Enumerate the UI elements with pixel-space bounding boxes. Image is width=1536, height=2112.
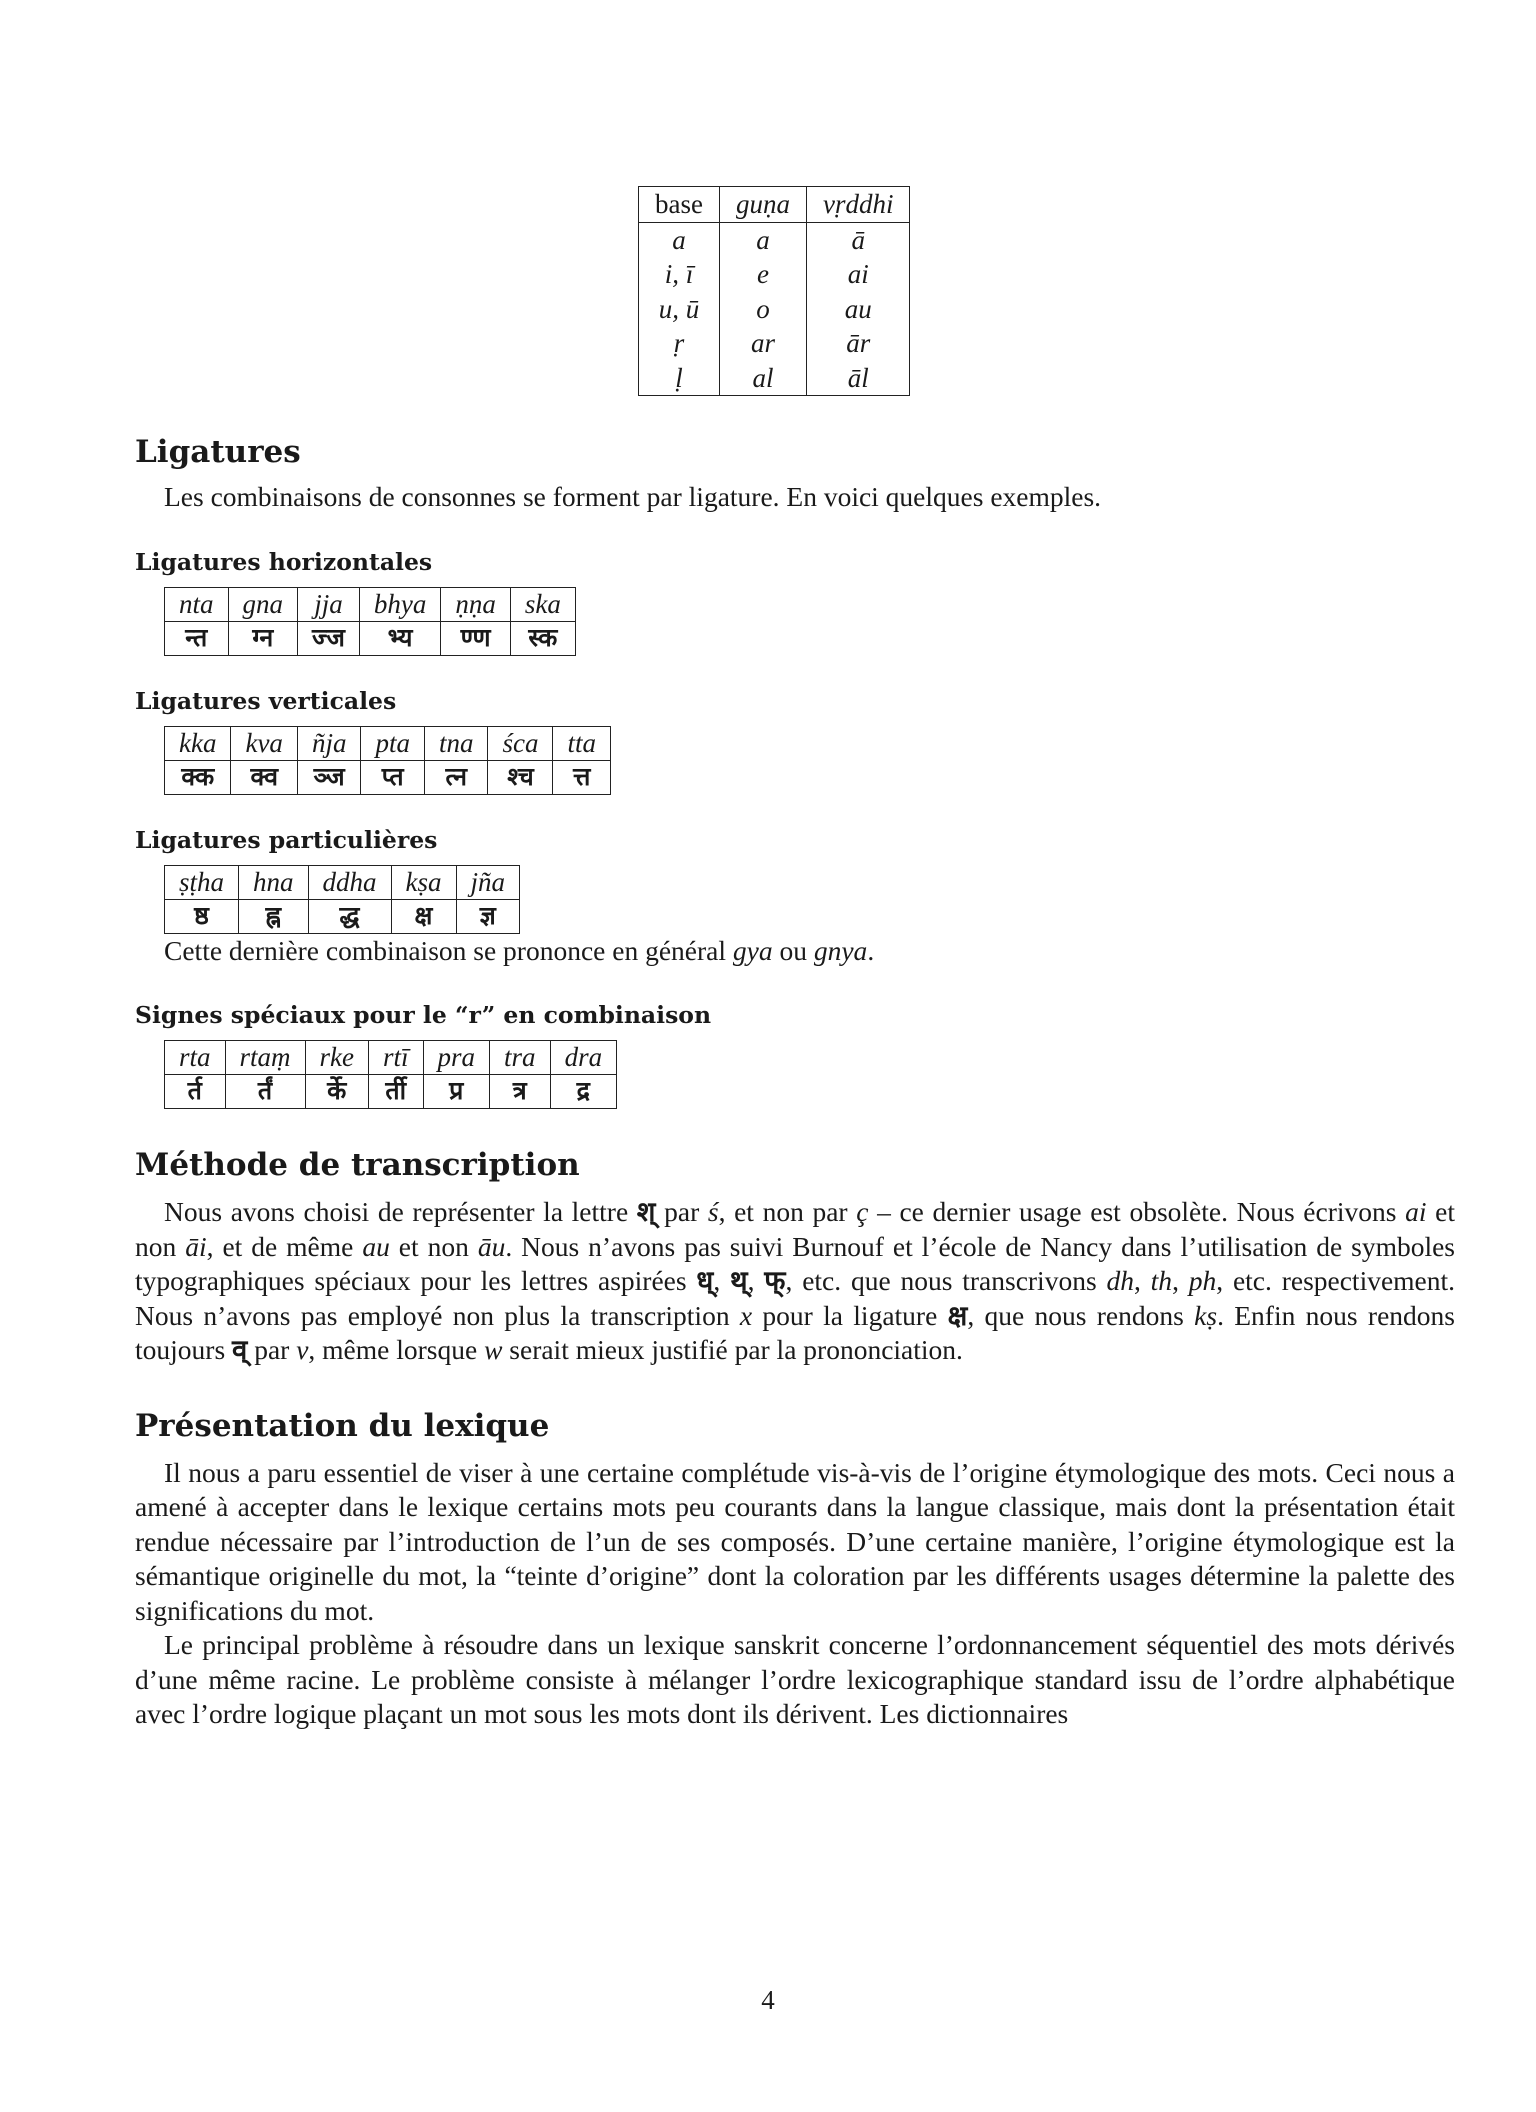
note-term: gnya [813,934,868,966]
table-cell: kva [231,726,297,760]
table-header-cell: guṇa [719,187,806,223]
table-cell: rta [165,1041,226,1075]
table-cell: द्ध [308,899,391,933]
table-header-cell: base [639,187,720,223]
devanagari-glyph: व् [232,1334,248,1365]
table-cell: ṛ [639,326,720,361]
devanagari-glyph: फ् [764,1265,786,1296]
table-cell: प्त [361,760,425,794]
note-text: . [867,934,875,966]
text-run: et non [135,1196,1455,1262]
table-cell: nta [165,587,229,621]
special-ligatures-table [164,865,520,934]
table-cell: jja [298,587,360,621]
table-cell: ṇṇa [441,587,511,621]
text-run: , et de même [206,1230,363,1262]
section-title-ligatures: Ligatures [135,434,301,470]
table-cell: स्क [510,621,575,655]
table-cell: o [719,292,806,327]
table-cell: dra [550,1041,617,1075]
table-cell: ञ्ज [297,760,361,794]
text-run: . Enfin nous rendons toujours [135,1299,1455,1365]
text-run: , [1172,1265,1189,1296]
text-run: , etc. respectivement. Nous n’avons pas employé non plus la transcription [135,1265,1456,1331]
table-cell: tra [490,1041,551,1075]
table-cell: pta [361,726,425,760]
table-row [639,361,910,396]
text-run: Nous avons choisi de représenter la lettre [164,1196,637,1227]
note-text: Cette dernière combinaison se prononce en général [164,934,733,966]
table-cell: a [719,222,806,257]
table-cell: tta [553,726,611,760]
table-cell: र्त [165,1075,226,1109]
table-cell: śca [488,726,553,760]
table-cell: gna [228,587,298,621]
table-cell: भ्य [359,621,440,655]
ligatures-intro: Les combinaisons de consonnes se forment par ligature. En voici quelques exemples. [164,481,1102,512]
table-header-cell: vṛddhi [806,187,910,223]
translit-term: v [296,1334,309,1365]
translit-term: dh [1106,1265,1134,1296]
horizontal-ligatures-table [164,587,576,656]
text-run: , que nous rendons [967,1299,1195,1331]
table-cell: rtī [369,1041,424,1075]
table-cell: क्क [165,760,231,794]
vertical-ligatures-table [164,726,611,795]
table-cell: त्न [424,760,488,794]
text-run: serait mieux justifié par la prononciation. [502,1334,963,1365]
devanagari-row [165,899,520,933]
transcription-paragraph [135,1195,1455,1368]
table-cell: kṣa [391,865,456,899]
section-title-lexicon: Présentation du lexique [135,1407,550,1444]
text-run: par [247,1334,297,1365]
table-cell: ḷ [639,361,720,396]
table-cell: kka [165,726,231,760]
text-run: , etc. que nous transcrivons [785,1265,1107,1296]
translit-row [165,865,520,899]
table-cell: न्त [165,621,229,655]
note-term: gya [732,934,773,966]
table-row [639,292,910,327]
translit-term: th [1150,1265,1173,1296]
devanagari-row [165,621,576,655]
text-run: , [713,1265,731,1296]
table-cell: श्च [488,760,553,794]
table-cell: rtaṃ [225,1041,305,1075]
subsection-title-r-signs: Signes spéciaux pour le “r” en combinaison [135,1001,712,1029]
translit-row [165,726,611,760]
table-cell: ar [719,326,806,361]
vowel-gradation-table [638,186,910,396]
devanagari-row [165,1075,617,1109]
text-run: . Nous n’avons pas suivi Burnouf et l’école de Nancy dans l’utilisation de symboles typographiques spéciaux pour les lettres aspirées [135,1230,1456,1296]
translit-row [165,1041,617,1075]
translit-term: ś [707,1196,719,1227]
table-cell: द्र [550,1075,617,1109]
table-cell: ska [510,587,575,621]
table-cell: ār [806,326,910,361]
text-run: , [1133,1265,1151,1296]
table-cell: ज्ञ [456,899,520,933]
table-cell: bhya [359,587,440,621]
table-cell: ñja [297,726,361,760]
table-cell: au [806,292,910,327]
table-cell: ṣṭha [165,865,239,899]
table-cell: rke [305,1041,368,1075]
table-cell: i, ī [639,257,720,292]
table-cell: al [719,361,806,396]
special-ligature-note [164,934,1455,969]
lexicon-paragraph-1: Il nous a paru essentiel de viser à une certaine complétude vis-à-vis de l’origine étymologique des mots. Ceci nous a amené à accepter dans le lexique certains mots peu courants dans la langue classique, mais dont la présentation était rendue nécessaire par l’introduction de l’un de ses composés. D’une certaine manière, l’origine étymologique est la sémantique originelle du mot, la “teinte d’origine” dont la coloration par les différents usages détermine la palette des significations du mot. [135,1456,1455,1626]
translit-term: au [362,1230,390,1262]
table-cell: pra [423,1041,490,1075]
table-cell: āl [806,361,910,396]
r-signs-table [164,1040,617,1109]
text-run: , [747,1265,765,1296]
table-cell: त्त [553,760,611,794]
translit-term: ç [856,1196,869,1227]
devanagari-row [165,760,611,794]
table-cell: ज्ज [298,621,360,655]
subsection-title-vertical: Ligatures verticales [135,686,397,715]
table-row [639,257,910,292]
text-run: – ce dernier usage est obsolète. Nous écrivons [868,1196,1406,1227]
page-number: 4 [761,1985,775,2015]
devanagari-glyph: श् [636,1196,656,1227]
table-cell: ai [806,257,910,292]
table-cell: a [639,222,720,257]
table-header-row [639,187,910,223]
table-cell: त्र [490,1075,551,1109]
text-run: pour la ligature [752,1299,948,1331]
table-cell: tna [424,726,488,760]
table-cell: क्व [231,760,297,794]
table-cell: र्के [305,1075,368,1109]
table-cell: ण्ण [441,621,511,655]
text-run: et non [389,1230,478,1262]
subsection-title-horizontal: Ligatures horizontales [135,547,433,576]
table-cell: क्ष [391,899,456,933]
table-row [639,222,910,257]
translit-term: āi [185,1230,207,1262]
devanagari-glyph: क्ष [947,1299,968,1331]
table-row [639,326,910,361]
translit-term: w [484,1334,503,1365]
section-title-transcription: Méthode de transcription [135,1147,580,1183]
devanagari-glyph: ध् [696,1265,714,1296]
table-cell: ग्न [228,621,298,655]
text-run: , et non par [718,1196,857,1227]
text-run: par [655,1196,708,1227]
translit-row [165,587,576,621]
note-text: ou [772,934,814,966]
translit-term: ai [1405,1196,1427,1227]
table-cell: e [719,257,806,292]
table-cell: ष्ठ [165,899,239,933]
lexicon-paragraph-2: Le principal problème à résoudre dans un lexique sanskrit concerne l’ordonnancement séquentiel des mots dérivés d’une même racine. Le problème consiste à mélanger l’ordre lexicographique standard issu de l’ordre alphabétique avec l’ordre logique plaçant un mot sous les mots dont ils dérivent. Les dictionnaires [135,1629,1455,1729]
translit-term: x [739,1299,753,1331]
text-run: , même lorsque [308,1334,485,1365]
page-content [135,186,1455,1732]
table-cell: u, ū [639,292,720,327]
subsection-title-special: Ligatures particulières [135,825,438,854]
table-cell: ā [806,222,910,257]
table-cell: प्र [423,1075,490,1109]
table-cell: र्ती [369,1075,424,1109]
translit-term: āu [477,1230,506,1262]
table-cell: ddha [308,865,391,899]
translit-term: kṣ [1194,1299,1218,1331]
table-cell: ह्न [239,899,309,933]
translit-term: ph [1188,1265,1217,1296]
devanagari-glyph: थ् [730,1265,748,1296]
table-cell: jña [456,865,520,899]
table-cell: hna [239,865,309,899]
table-cell: र्तं [225,1075,305,1109]
